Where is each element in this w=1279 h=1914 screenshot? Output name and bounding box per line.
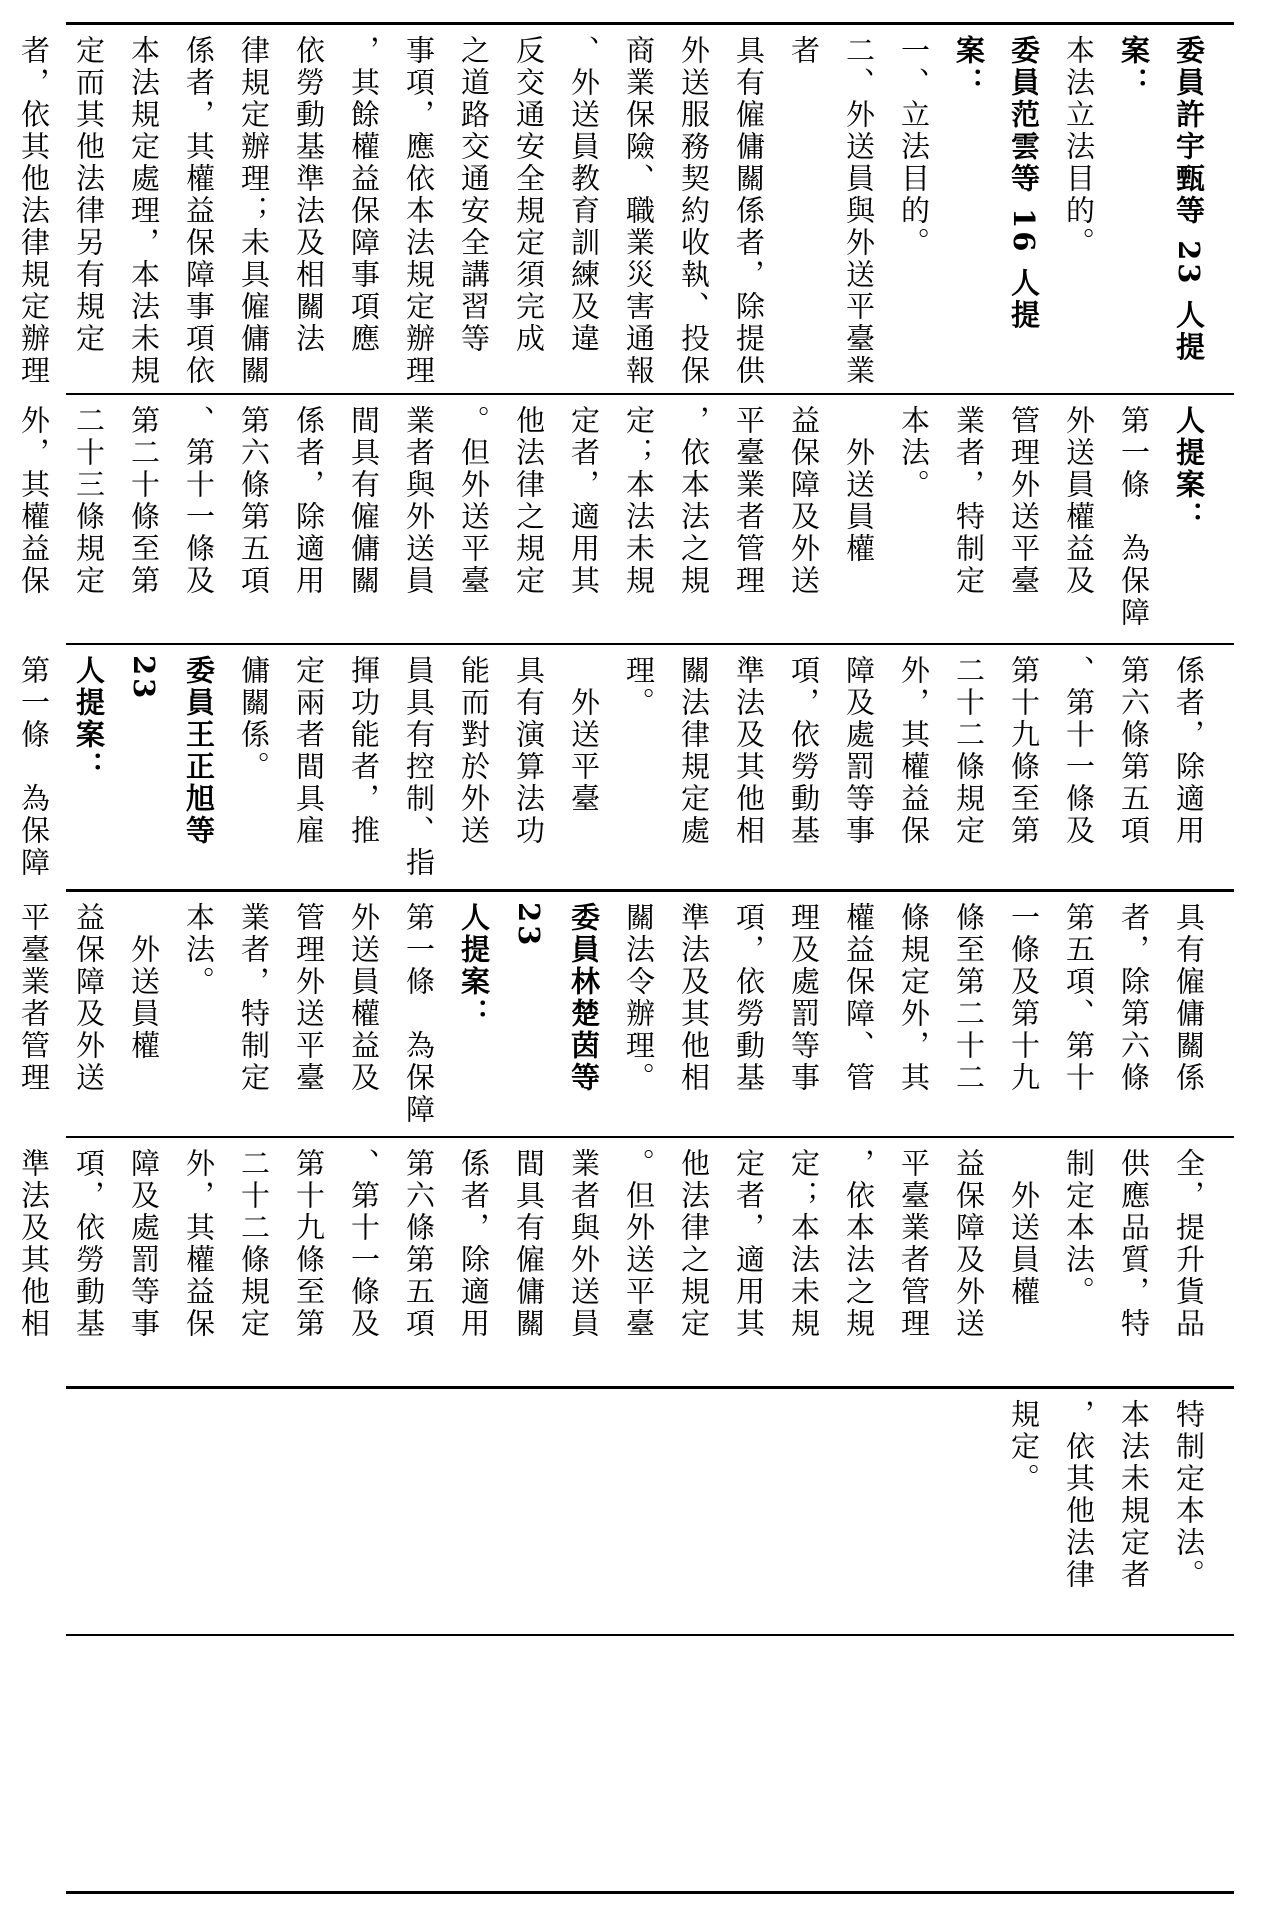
text-line: 外，其權益保 (17, 405, 51, 597)
text-line: 二、外送員與外送平臺業者 (787, 35, 876, 387)
proposer-heading: 委員范雲等 16 人提案： (952, 35, 1041, 332)
text-line: 第十九條至第 (1007, 655, 1041, 847)
proposer-heading: 委員林楚茵等 23 (512, 902, 601, 1094)
text-line: 益保障及外送 (787, 405, 821, 597)
text-line: 他法律之規定 (677, 1148, 711, 1340)
text-band-3 (17, 645, 1234, 889)
text-line: 定而其他法律另有規定 (72, 35, 106, 355)
text-line (0, 902, 6, 1136)
text-line: 本法立法目的。 (1062, 35, 1096, 259)
text-line: 理及處罰等事 (787, 902, 821, 1094)
text-line: 本法。 (182, 902, 216, 998)
text-line: 準法及其他相 (677, 902, 711, 1094)
text-line: 他法律之規定 (512, 405, 546, 597)
text-line: 準法及其他相 (732, 655, 766, 847)
text-line: 具有僱傭關係者，除提供 (732, 35, 766, 387)
text-line: 外送員權 (842, 405, 876, 565)
text-band-1 (17, 25, 1234, 393)
text-line: 管理外送平臺 (292, 902, 326, 1094)
proposer-heading: 人提案： (1172, 405, 1206, 533)
text-line: 係者，其權益保障事項依 (182, 35, 216, 387)
text-line: 傭關係。 (237, 655, 271, 783)
text-line: 一條及第十九 (1007, 902, 1041, 1094)
text-line: 本法未規定者 (1117, 1399, 1151, 1591)
text-line: ，依本法之規 (677, 405, 711, 597)
text-line: 者，除第六條 (1117, 902, 1151, 1094)
text-line: 能而對於外送 (457, 655, 491, 847)
proposer-heading: 委員王正旭等 23 (127, 655, 216, 847)
text-line: 定；本法未規 (622, 405, 656, 597)
text-line: 。但外送平臺 (457, 405, 491, 597)
text-line: 平臺業者管理 (897, 1148, 931, 1340)
text-line: 二十三條規定 (72, 405, 106, 597)
text-line: 間具有僱傭關 (347, 405, 381, 597)
text-line: 第六條第五項 (402, 1148, 436, 1340)
text-band-5 (17, 1138, 1234, 1386)
text-line: 條規定外，其 (897, 902, 931, 1094)
text-line: 商業保險、職業災害通報 (622, 35, 656, 387)
text-line: 規定。 (1007, 1399, 1041, 1495)
text-line: 具有演算法功 (512, 655, 546, 847)
text-line: 定者，適用其 (732, 1148, 766, 1340)
text-line: 一、立法目的。 (897, 35, 931, 259)
text-line: 具有僱傭關係 (1172, 902, 1206, 1094)
text-line: 本法。 (897, 405, 931, 501)
text-line: 項，依勞動基 (72, 1148, 106, 1340)
text-line: 業者與外送員 (567, 1148, 601, 1340)
text-line: 業者，特制定 (237, 902, 271, 1094)
text-line: 、第十一條及 (1062, 655, 1096, 847)
bottom-rule (66, 1891, 1234, 1894)
text-line: 權益保障、管 (842, 902, 876, 1094)
text-line: 特制定本法。 (1172, 1399, 1206, 1591)
text-line: 業者，特制定 (952, 405, 986, 597)
text-line: 業者與外送員 (402, 405, 436, 597)
text-line: 反交通安全規定須完成 (512, 35, 546, 355)
text-line: 員具有控制、指 (402, 655, 436, 879)
text-line: 律規定辦理；未具僱傭關 (237, 35, 271, 387)
proposer-heading: 人提案： (457, 902, 491, 1030)
text-line: 第二十條至第 (127, 405, 161, 597)
text-band-2 (17, 395, 1234, 643)
text-line: 項，依勞動基 (787, 655, 821, 847)
text-line: 第十九條至第 (292, 1148, 326, 1340)
text-line: 依勞動基準法及相關法 (292, 35, 326, 355)
text-line: 係者，除適用 (457, 1148, 491, 1340)
text-line: 者，依其他法律規定辦理 (17, 35, 51, 387)
text-line: 外送服務契約收執、投保 (677, 35, 711, 387)
text-line: 關法律規定處 (677, 655, 711, 847)
text-line: ，依本法之規 (842, 1148, 876, 1340)
text-line: 定兩者間具雇 (292, 655, 326, 847)
text-line: ，其餘權益保障事項應 (347, 35, 381, 355)
text-line: 理。 (622, 655, 656, 719)
text-band-4 (17, 892, 1234, 1136)
text-line: 之道路交通安全講習等 (457, 35, 491, 355)
text-line: 係者，除適用 (292, 405, 326, 597)
text-line: 障及處罰等事 (842, 655, 876, 847)
text-line: 第六條第五項 (1117, 655, 1151, 847)
text-line: 定；本法未規 (787, 1148, 821, 1340)
text-line: ，依其他法律 (1062, 1399, 1096, 1591)
proposer-heading: 委員許宇甄等 23 人提案： (1117, 35, 1206, 364)
text-line: 定者，適用其 (567, 405, 601, 597)
text-line: 第一條 為保障 (402, 902, 436, 1126)
text-line: 本法規定處理，本法未規 (127, 35, 161, 387)
text-band-6 (66, 1389, 1234, 1634)
text-line: 揮功能者，推 (347, 655, 381, 847)
proposer-heading: 人提案： (72, 655, 106, 783)
text-line: 外，其權益保 (897, 655, 931, 847)
text-line: 事項，應依本法規定辦理 (402, 35, 436, 387)
text-line: 供應品質，特 (1117, 1148, 1151, 1340)
text-line: 條至第二十二 (952, 902, 986, 1094)
text-line: 外送員權 (127, 902, 161, 1062)
text-line: 益保障及外送 (952, 1148, 986, 1340)
text-line: 平臺業者管理 (17, 902, 51, 1094)
text-line: 、第十一條及 (182, 405, 216, 597)
text-line: 二十二條規定 (952, 655, 986, 847)
text-line: 外送平臺 (567, 655, 601, 815)
text-line: 制定本法。 (1062, 1148, 1096, 1308)
text-line: 外送員權益及 (1062, 405, 1096, 597)
text-line: 第五項、第十 (1062, 902, 1096, 1094)
text-line: 益保障及外送 (72, 902, 106, 1094)
text-line: 第一條 為保障 (17, 655, 51, 879)
text-line: 外送員權 (1007, 1148, 1041, 1308)
text-line: 項，依勞動基 (732, 902, 766, 1094)
text-line: 第六條第五項 (237, 405, 271, 597)
text-line: 二十二條規定 (237, 1148, 271, 1340)
band-divider (66, 1634, 1234, 1636)
text-line: 間具有僱傭關 (512, 1148, 546, 1340)
text-line: 全，提升貨品 (1172, 1148, 1206, 1340)
text-line: 障及處罰等事 (127, 1148, 161, 1340)
text-line: 係者，除適用 (1172, 655, 1206, 847)
text-line: 第一條 為保障 (1117, 405, 1151, 629)
text-line: 外，其權益保 (182, 1148, 216, 1340)
text-line: 、第十一條及 (347, 1148, 381, 1340)
text-line: 。但外送平臺 (622, 1148, 656, 1340)
text-line: 外送員權益及 (347, 902, 381, 1094)
text-line: 關法令辦理。 (622, 902, 656, 1094)
text-line: 準法及其他相 (17, 1148, 51, 1340)
text-line: 平臺業者管理 (732, 405, 766, 597)
text-line: 管理外送平臺 (1007, 405, 1041, 597)
text-line: 、外送員教育訓練及違 (567, 35, 601, 355)
